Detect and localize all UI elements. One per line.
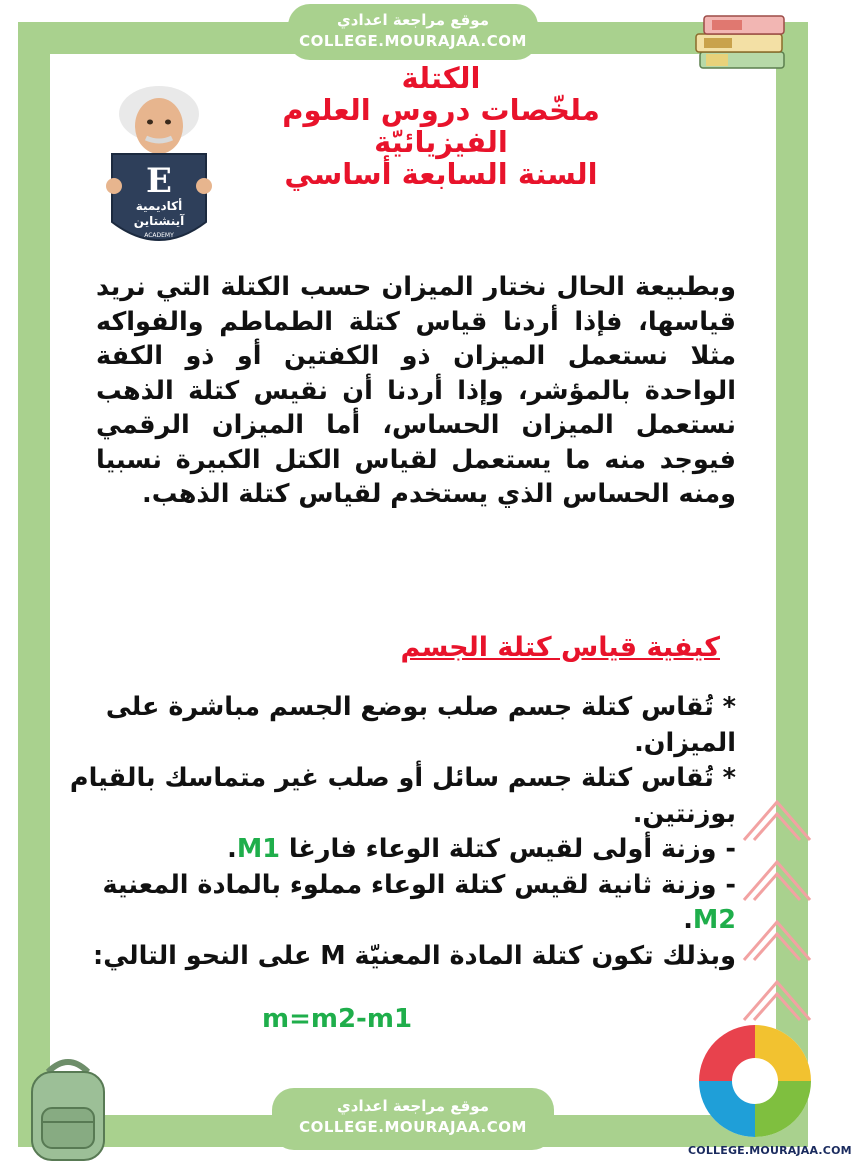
- m1-variable: M1: [236, 834, 280, 864]
- books-icon: [692, 10, 792, 72]
- section-body: [60, 690, 736, 974]
- section-heading: كيفية قياس كتلة الجسم: [400, 632, 720, 663]
- title-line-2: ملخّصات دروس العلوم: [282, 93, 600, 127]
- site-url-bottom: COLLEGE.MOURAJAA.COM: [299, 1118, 527, 1136]
- title-line-1: الكتلة: [401, 61, 481, 95]
- line3-period: .: [227, 834, 237, 864]
- first-weighing-line: [60, 832, 736, 868]
- page-title: [226, 62, 656, 190]
- first-weighing-text: - وزنة أولى لقيس كتلة الوعاء فارغا: [288, 834, 736, 864]
- chevron-arrows-icon: [738, 790, 816, 1040]
- site-url: COLLEGE.MOURAJAA.COM: [299, 32, 527, 50]
- site-badge-top[interactable]: [288, 4, 538, 60]
- title-line-4: السنة السابعة أساسي: [284, 157, 598, 191]
- m2-variable: M2: [692, 905, 736, 935]
- einstein-logo: [104, 82, 214, 258]
- backpack-icon: [18, 1052, 118, 1164]
- science-wheel-icon: [696, 1022, 814, 1140]
- line4-period: .: [683, 905, 693, 935]
- second-weighing-text: - وزنة ثانية لقيس كتلة الوعاء مملوء بالمادة المعنية: [102, 869, 736, 900]
- logo-name-1: أكاديمية: [135, 199, 183, 213]
- solid-measure-line: * تُقاس كتلة جسم صلب بوضع الجسم مباشرة على الميزان.: [105, 692, 736, 758]
- site-url-corner: COLLEGE.MOURAJAA.COM: [688, 1144, 852, 1157]
- site-badge-bottom[interactable]: [272, 1088, 554, 1150]
- site-name: موقع مراجعة اعدادي: [337, 11, 489, 29]
- title-line-3: الفيزيائيّة: [374, 125, 508, 159]
- second-weighing-line: [60, 868, 736, 939]
- logo-name-en: ACADEMY: [144, 232, 174, 239]
- intro-paragraph: وبطبيعة الحال نختار الميزان حسب الكتلة التي نريد قياسها، فإذا أردنا قياس كتلة الطماطم والفواكه مثلا نستعمل الميزان ذو الكفتين أو ذو الكفة الواحدة بالمؤشر، وإذا أردنا أن نقيس كتلة الذهب نستعمل الميزان الحساس، أما الميزان الرقمي فيوجد منه ما يستعمل لقياس الكتل الكبيرة نسبيا ومنه الحساس الذي يستخدم لقياس كتلة الذهب.: [96, 272, 736, 509]
- logo-name-2: آينشتاين: [133, 214, 185, 228]
- site-name-bottom: موقع مراجعة اعدادي: [337, 1097, 489, 1115]
- conclusion-line: وبذلك تكون كتلة المادة المعنيّة M على النحو التالي:: [93, 940, 736, 971]
- logo-letter: E: [146, 161, 172, 201]
- mass-formula: m=m2-m1: [262, 1004, 413, 1034]
- liquid-measure-line: * تُقاس كتلة جسم سائل أو صلب غير متماسك بالقيام بوزنتين.: [69, 763, 736, 829]
